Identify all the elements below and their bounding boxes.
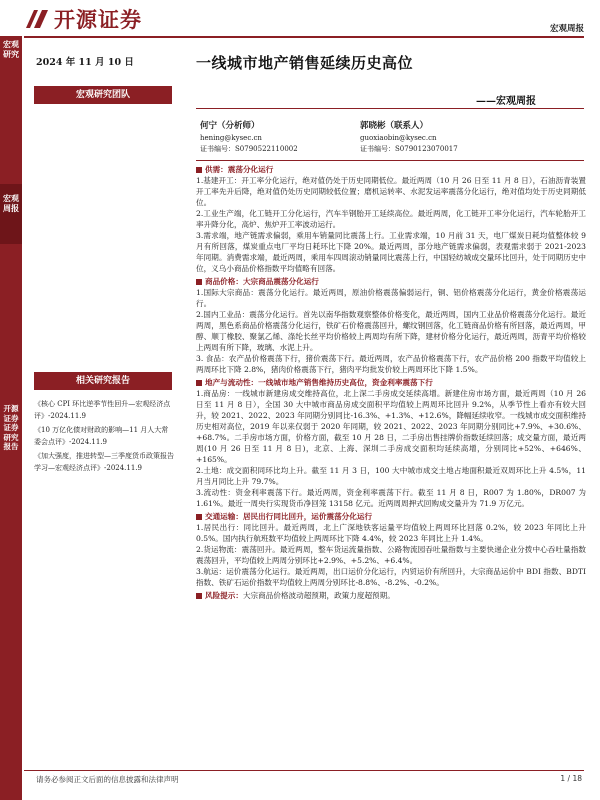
- square-bullet-icon: [196, 167, 202, 173]
- left-sidebar: [0, 36, 22, 800]
- paragraph: 2.国内工业品：震荡分化运行。首先以南华指数观察整体价格变化，最近两周，国内工业品价格震荡分化运行。最近两周，黑色系商品价格震荡分化运行，铁矿石价格震荡回升，螺纹钢回落，化工链商品价格有所回落，最近两周，甲醇、顺丁橡胶、聚氯乙烯、涤纶长丝平均价格较上两周均有所下降，建材价格分化运行，最近两周，沥青平均价格较上两周有所下降，玻璃、水泥上升。: [196, 310, 586, 352]
- paragraph: 1.基建开工：开工率分化运行，绝对值仍处于历史同期低位。最近两周（10 月 26 日至 11 月 8 日），石油沥青装置开工率先升后降，绝对值仍处历史同期较低位置；磨机运转率、水泥发运率震荡分化运行，绝对值均处于历史同期低位。: [196, 176, 586, 207]
- risk-text: 大宗商品价格波动超预期，政策力度超预期。: [242, 591, 395, 600]
- logo-mark-icon: [24, 8, 50, 30]
- section-title: 地产与流动性：一线城市地产销售维持历史高位，资金利率震荡下行: [205, 378, 433, 387]
- footer-divider: [24, 770, 584, 771]
- paragraph: 2.土地：成交面积同环比均上升。截至 11 月 3 日，100 大中城市成交土地占地面积最近双周环比上升 4.5%，11 月当月同比上升 79.7%。: [196, 466, 586, 486]
- related-reports-header: 相关研究报告: [34, 372, 172, 390]
- section-supply-demand: [196, 164, 586, 175]
- paragraph: 3.需求端，地产链需求偏弱，乘用车销量同比震荡上行。工业需求端，10 月前 31 天，电厂煤炭日耗均值整体较 9 月有所回落，煤炭重点电厂平均日耗环比下降 20%。最近两周，部分地产链需求偏弱，表观需求弱于 2021-2023 年同期。消费需求端，最近两周，乘用车四周滚动销量同比震荡上行，中国轻纺城成交量环比回升，处于同期历史中位，义乌小商品价格指数平均值略有回落。: [196, 231, 586, 273]
- company-logo: [24, 6, 142, 32]
- header-divider: [24, 36, 584, 38]
- report-subtitle: ——宏观周报: [476, 96, 536, 107]
- section-title: 商品价格：大宗商品震荡分化运行: [205, 277, 319, 286]
- contact-card: [360, 120, 458, 155]
- section-property-liquidity: [196, 377, 586, 388]
- related-reports-list: [34, 398, 174, 476]
- sidebar-label-brand: 开源证券 证券研究报告: [3, 404, 19, 451]
- square-bullet-icon: [196, 279, 202, 285]
- section-commodity-prices: [196, 276, 586, 287]
- footer-disclaimer: 请务必参阅正文后面的信息披露和法律声明: [36, 775, 179, 784]
- section-title: 交通运输：居民出行同比回升，运价震荡分化运行: [205, 512, 373, 521]
- report-body: [196, 162, 586, 601]
- square-bullet-icon: [196, 380, 202, 386]
- team-banner: 宏观研究团队: [34, 86, 172, 104]
- analyst-name: 何宁（分析师）: [200, 121, 260, 131]
- risk-label: 风险提示：: [205, 591, 243, 600]
- paragraph: 1.国际大宗商品：震荡分化运行。最近两周，原油价格震荡偏弱运行，铜、铝价格震荡分化运行，黄金价格震荡运行。: [196, 288, 586, 308]
- report-type-label: 宏观周报: [549, 24, 584, 34]
- contact-name: 郭晓彬（联系人）: [360, 121, 429, 131]
- analyst-cert: 证书编号：S0790522110002: [200, 145, 298, 153]
- section-transportation: [196, 511, 586, 522]
- paragraph: 1.商品房：一线城市新建房成交维持高位，北上深二手房成交延续高增。新建住房市场方面，最近两周（10 月 26 日至 11 月 8 日），全国 30 大中城市商品房成交面积平均值较上两周环比回升 9.2%，从季节性上看亦有较大回升，较 2021、2022、2023 年同期分别同比-16.3%、+1.3%、+12.6%，降幅延续收窄。一线城市成交面积维持历史相对高位，2019 年以来仅弱于 2020 年同期，较 2021、2022、2023 年同期分别同比+7.9%、+30.6%、+68.7%。二手房市场方面，价格方面，截至 10 月 28 日，二手房出售挂牌价指数延续回落；成交量方面，最近两周(10 月 26 日至 11 月 8 日)，北京、上海、深圳二手房成交面积均延续高增，分别同比+52%、+646%、+165%。: [196, 389, 586, 464]
- paragraph: 2.工业生产端，化工链开工分化运行，汽车半钢胎开工延续高位。最近两周，化工链开工率分化运行，汽车轮胎开工率升降分化，高炉、焦炉开工率波动运行。: [196, 209, 586, 229]
- paragraph: 3.流动性：资金利率震荡下行。最近两周，资金利率震荡下行。截至 11 月 8 日，R007 为 1.80%，DR007 为 1.61%。最近一周央行实现货币净回笼 13158 亿元。近两周周押式回购成交量升为 71.9 万亿元。: [196, 488, 586, 508]
- report-title: 一线城市地产销售延续历史高位: [196, 54, 414, 72]
- square-bullet-icon: [196, 593, 202, 599]
- analyst-card: [200, 120, 298, 155]
- related-report-link[interactable]: 《加大强度，推进转型—三季度货币政策报告学习—宏观经济点评》-2024.11.9: [34, 452, 174, 472]
- contact-cert: 证书编号：S0790123070017: [360, 145, 458, 153]
- section-title: 供需：震荡分化运行: [205, 165, 274, 174]
- paragraph: 3.航运：运价震荡分化运行。最近两周，出口运价分化运行，内贸运价有所回升，大宗商品运价中 BDI 指数、BDTI 指数、铁矿石运价指数平均值较上两周分别环比-8.8%、-8.2%、-0.2%。: [196, 567, 586, 587]
- related-report-link[interactable]: 《核心 CPI 环比逆季节性回升—宏观经济点评》-2024.11.9: [34, 400, 171, 420]
- logo-text: 开源证券: [54, 8, 142, 32]
- paragraph: 3. 食品：农产品价格震荡下行，猪价震荡下行。最近两周，农产品价格震荡下行，农产品价格 200 指数平均值较上两周环比下降 2.8%，猪肉价格震荡下行，猪肉平均批发价较上两周环比下降 1.5%。: [196, 354, 586, 374]
- report-date: 2024 年 11 月 10 日: [36, 57, 134, 68]
- square-bullet-icon: [196, 514, 202, 520]
- risk-warning: [196, 590, 586, 601]
- title-divider: [196, 108, 584, 109]
- related-report-link[interactable]: 《10 万亿化债对财政的影响—11 月人大常委会点评》-2024.11.9: [34, 426, 169, 446]
- sidebar-label-research: 宏观研究: [3, 40, 19, 59]
- page-number: 1 / 18: [560, 774, 582, 783]
- sidebar-label-weekly: 宏观周报: [3, 194, 19, 213]
- sidebar-highlight-block: [0, 184, 22, 244]
- analyst-divider: [196, 160, 584, 161]
- contact-email[interactable]: guoxiaobin@kysec.cn: [360, 134, 437, 142]
- paragraph: 1.居民出行：同比回升。最近两周，北上广深地铁客运量平均值较上两周环比回落 0.2%，较 2023 年同比上升 0.5%。国内执行航班数平均值较上两周环比下降 4.4%，较 2023 年同比上升 1.4%。: [196, 523, 586, 543]
- paragraph: 2.货运物流：震荡回升。最近两周，整车货运流量指数、公路物流园吞吐量指数与主要快递企业分拨中心吞吐量指数震荡回升，平均值较上两周分别环比+2.9%、+5.2%、+6.4%。: [196, 545, 586, 565]
- analyst-email[interactable]: hening@kysec.cn: [200, 134, 262, 142]
